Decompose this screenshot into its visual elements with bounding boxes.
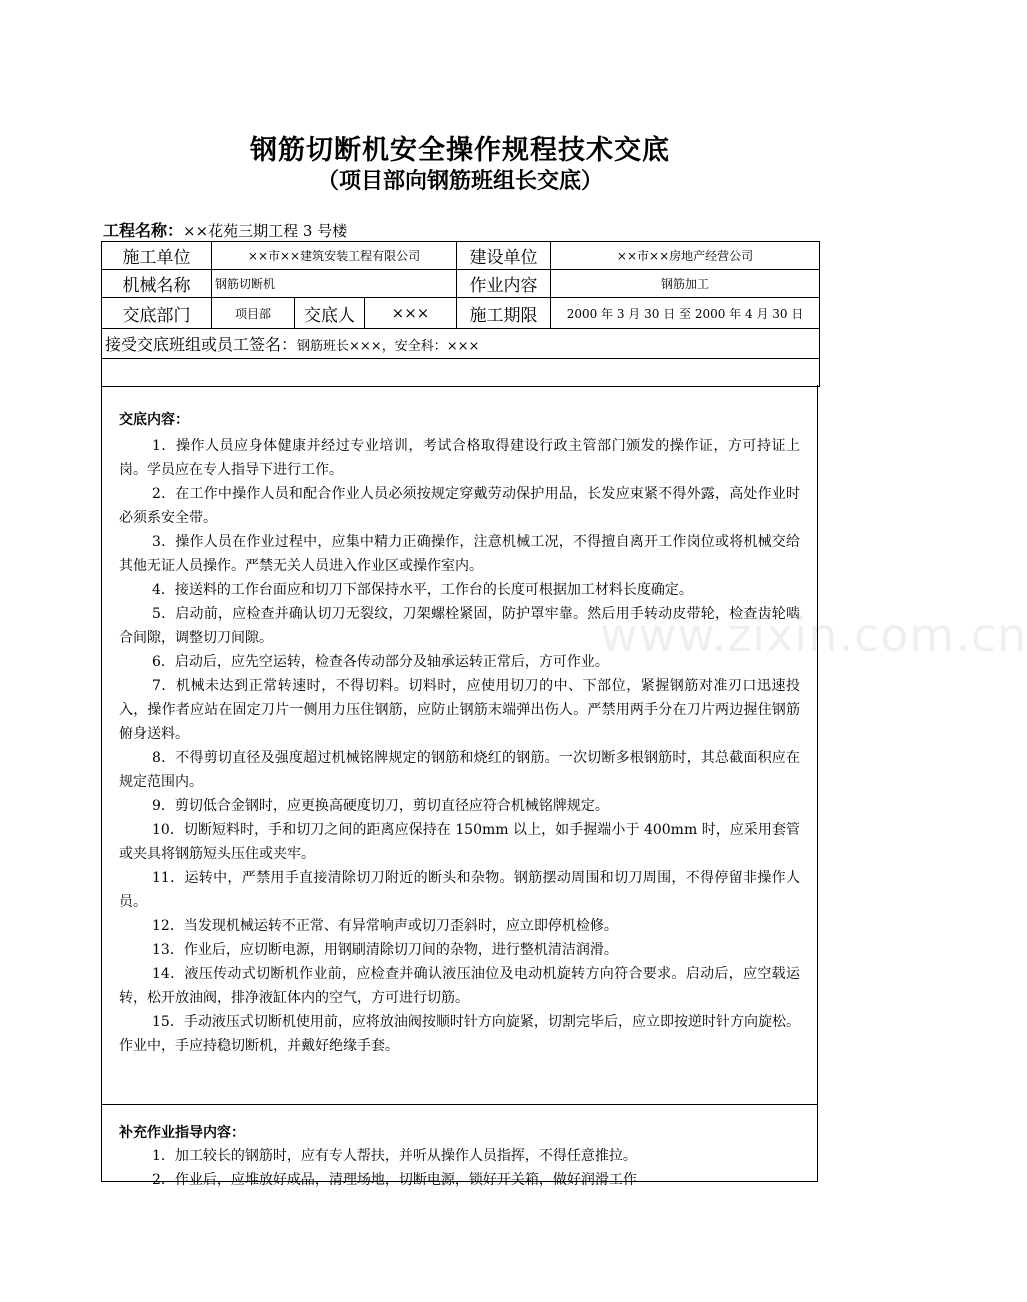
- briefing-content-title: 交底内容：: [119, 412, 189, 428]
- briefing-content-section: [101, 385, 818, 1105]
- list-item: 11．运转中，严禁用手直接清除切刀附近的断头和杂物。钢筋摆动周围和切刀周围，不得停留非操作人员。: [119, 870, 800, 910]
- list-item: 2．在工作中操作人员和配合作业人员必须按规定穿戴劳动保护用品，长发应束紧不得外露，高处作业时必须系安全带。: [119, 486, 800, 526]
- machine-name-value: 钢筋切断机: [212, 270, 457, 298]
- list-item: 8．不得剪切直径及强度超过机械铭牌规定的钢筋和烧红的钢筋。一次切断多根钢筋时，其总截面积应在规定范围内。: [119, 750, 800, 790]
- watermark-text: www.zixin.com.cn: [600, 608, 1027, 662]
- supplement-list: [102, 1144, 817, 1192]
- owner-unit-value: ××市××房地产经营公司: [551, 242, 820, 270]
- list-item: 10．切断短料时，手和切刀之间的距离应保持在 150mm 以上，如手握端小于 400mm 时，应采用套管或夹具将钢筋短头压住或夹牢。: [119, 822, 800, 862]
- briefing-dept-value: 项目部: [212, 298, 295, 329]
- blank-row: [102, 359, 820, 387]
- list-item: 6．启动后，应先空运转，检查各传动部分及轴承运转正常后，方可作业。: [152, 654, 609, 670]
- work-content-value: 钢筋加工: [551, 270, 820, 298]
- briefing-content-list: [102, 434, 817, 1058]
- list-item: 12．当发现机械运转不正常、有异常响声或切刀歪斜时，应立即停机检修。: [152, 918, 618, 934]
- document-title: 钢筋切断机安全操作规程技术交底: [250, 135, 670, 166]
- list-item: 3．操作人员在作业过程中，应集中精力正确操作，注意机械工况，不得擅自离开工作岗位或将机械交给其他无证人员操作。严禁无关人员进入作业区或操作室内。: [119, 534, 800, 574]
- work-period-label: 施工期限: [457, 298, 551, 329]
- list-item: 15．手动液压式切断机使用前，应将放油阀按顺时针方向旋紧，切割完毕后，应立即按逆时针方向旋松。作业中，手应持稳切断机，并戴好绝缘手套。: [119, 1014, 800, 1054]
- owner-unit-label: 建设单位: [457, 242, 551, 270]
- document-subtitle: （项目部向钢筋班组长交底）: [316, 169, 603, 194]
- list-item: 13．作业后，应切断电源，用钢刷清除切刀间的杂物，进行整机清洁润滑。: [152, 942, 618, 958]
- list-item: 1．操作人员应身体健康并经过专业培训，考试合格取得建设行政主管部门颁发的操作证，方可持证上岗。学员应在专人指导下进行工作。: [119, 438, 800, 478]
- list-item: 5．启动前，应检查并确认切刀无裂纹，刀架螺栓紧固，防护罩牢靠。然后用手转动皮带轮，检查齿轮啮合间隙，调整切刀间隙。: [119, 606, 800, 646]
- signature-cell: [102, 329, 820, 359]
- signature-label: 接受交底班组或员工签名：: [105, 335, 298, 354]
- work-content-label: 作业内容: [457, 270, 551, 298]
- briefing-person-label: 交底人: [295, 298, 365, 329]
- supplement-title: 补充作业指导内容：: [119, 1125, 245, 1141]
- supplement-section: [101, 1104, 818, 1188]
- list-item: 14．液压传动式切断机作业前，应检查并确认液压油位及电动机旋转方向符合要求。启动后，应空载运转，松开放油阀，排净液缸体内的空气，方可进行切筋。: [119, 966, 800, 1006]
- list-item: 2．作业后，应堆放好成品，清理场地，切断电源，锁好开关箱，做好润滑工作: [152, 1172, 637, 1188]
- info-table: [101, 241, 820, 387]
- signature-value: 钢筋班长×××，安全科：×××: [297, 339, 480, 354]
- project-name-value: ××花苑三期工程 3 号楼: [183, 222, 348, 240]
- list-item: 7．机械未达到正常转速时，不得切料。切料时，应使用切刀的中、下部位，紧握钢筋对准刃口迅速投入，操作者应站在固定刀片一侧用力压住钢筋，应防止钢筋末端弹出伤人。严禁用两手分在刀片两边握住钢筋俯身送料。: [119, 678, 800, 742]
- construction-unit-value: ××市××建筑安装工程有限公司: [212, 242, 457, 270]
- project-name-line: [103, 218, 347, 241]
- briefing-dept-label: 交底部门: [102, 298, 212, 329]
- machine-name-label: 机械名称: [102, 270, 212, 298]
- work-period-value: 2000 年 3 月 30 日 至 2000 年 4 月 30 日: [551, 298, 820, 329]
- list-item: 4．接送料的工作台面应和切刀下部保持水平，工作台的长度可根据加工材料长度确定。: [152, 582, 693, 598]
- list-item: 1．加工较长的钢筋时，应有专人帮扶，并听从操作人员指挥，不得任意推拉。: [152, 1148, 637, 1164]
- project-name-label: 工程名称：: [103, 221, 184, 240]
- briefing-person-value: ×××: [365, 298, 457, 329]
- list-item: 9．剪切低合金钢时，应更换高硬度切刀，剪切直径应符合机械铭牌规定。: [152, 798, 609, 814]
- construction-unit-label: 施工单位: [102, 242, 212, 270]
